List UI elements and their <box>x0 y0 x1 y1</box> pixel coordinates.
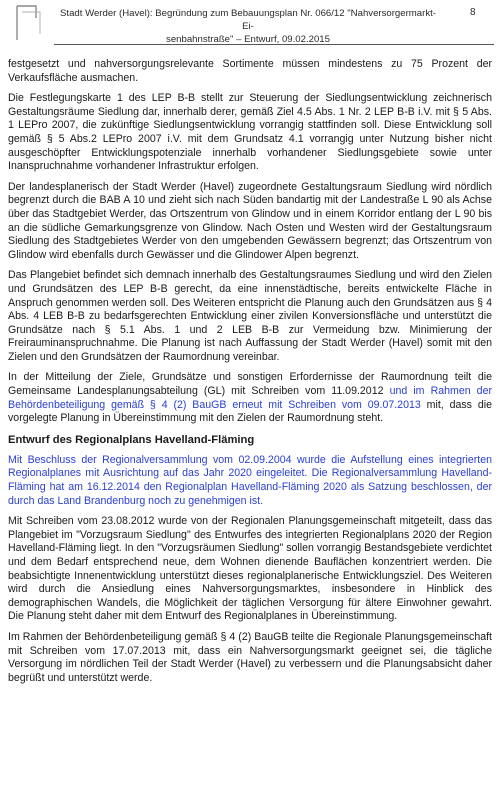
paragraph-3: Der landesplanerisch der Stadt Werder (Havel) zugeordnete Gestaltungsraum Siedlung wird nördlich begrenzt durch die BAB A 10 und zieht sich nach Süden bandartig mit der Landestraße L 90 als Achse über das Stadtgebiet Werder, das Ortszentrum von Glindow und in einem Korridor entlang der L 90 bis an die südliche Gemarkungsgrenze von Glindow. Nach Osten und Westen wird der Gestaltungsraum Siedlung des Stadtgebietes Werder von den umgebenden Gewässern begrenzt; das Ortszentrum von Glindow wird ebenfalls durch Gewässer und die Glindower Alpen begrenzt. <box>8 180 492 261</box>
paragraph-6-amendment: Mit Beschluss der Regionalversammlung vom 02.09.2004 wurde die Aufstellung eines integrierten Regionalplanes mit Ausrichtung auf das Jahr 2020 eingeleitet. Die Regionalversammlung Havelland-Fläming hat am 16.12.2014 den Regionalplan Havelland-Fläming 2020 als Satzung beschlossen, der durch das Land Brandenburg noch zu genehmigen ist. <box>8 453 492 507</box>
header-divider <box>54 44 494 45</box>
header-title <box>58 7 438 46</box>
page-header <box>0 0 500 46</box>
header-title-line1: Stadt Werder (Havel): Begründung zum Bebauungsplan Nr. 066/12 "Nahversorgermarkt- Ei- <box>60 8 436 32</box>
paragraph-5 <box>8 371 492 425</box>
paragraph-5-part-a: In der Mitteilung der Ziele, Grundsätze und sonstigen Erfordernisse der Raumordnung teilt die Gemeinsame Landesplanungsabteilung (GL) mit Schreiben vom 11.09.2012 <box>8 371 492 398</box>
paragraph-5-part-c: mit, dass die vorgelegte Planung in Übereinstimmung mit den Zielen der Raumordnung steht. <box>8 398 492 425</box>
paragraph-1: festgesetzt und nahversorgungsrelevante Sortimente müssen mindestens zu 75 Prozent der Verkaufsfläche ausmachen. <box>8 58 492 84</box>
paragraph-5-amendment: und im Rahmen der Behördenbeteiligung gemäß § 4 (2) BauGB erneut mit Schreiben vom 09.07.2013 <box>8 385 492 411</box>
paragraph-8: Im Rahmen der Behördenbeteiligung gemäß § 4 (2) BauGB teilte die Regionale Planungsgemeinschaft mit Schreiben vom 17.07.2013 mit, dass ein Nahversorgungsmarkt geeignet sei, die tägliche Versorgung im nördlichen Teil der Stadt Werder (Havel) zu verbessern und die Planungsabsicht daher begrüßt und unterstützt werde. <box>8 630 492 684</box>
page-number: 8 <box>470 7 476 18</box>
paragraph-7: Mit Schreiben vom 23.08.2012 wurde von der Regionalen Planungsgemeinschaft mitgeteilt, dass das Plangebiet im "Vorzugsraum Siedlung" des Entwurfes des integrierten Regionalplans 2020 der Region Havelland-Fläming liegt. In den "Vorzugsräumen Siedlung" sollen vorrangig Bestandsgebiete verdichtet und dem Bedarf entsprechend neue, dem Wohnen dienende Bauflächen konzentriert werden. Die beabsichtigte Innenentwicklung unterstützt dieses regionalplanerische Entwicklungsziel. Des Weiteren wird durch die Ansiedlung eines Nahversorgungsmarktes, insbesondere in Hinblick des demographischen Wandels, die Möglichkeit der täglichen Versorgung für ältere Einwohner gewahrt. Die Planung steht daher mit dem Entwurf des Regionalplanes in Übereinstimmung. <box>8 515 492 623</box>
paragraph-4: Das Plangebiet befindet sich demnach innerhalb des Gestaltungsraumes Siedlung und wird den Zielen und Grundsätzen des LEP B-B gerecht, da eine innenstädtische, bereits entwickelte Fläche in Anspruch genommen werden soll. Des Weiteren entspricht die Planung auch den Grundsätzen aus § 4 Abs. 4 LEB B-B zu bedarfsgerechten Entwicklung einer zivilen Konversionsfläche und unterstützt die Grundsätze nach § 5.1 Abs. 1 und 2 LEB B-B zur Vermeidung bzw. Minimierung der Freirauminanspruchnahme. Die Planung ist nach Auffassung der Stadt Werder (Havel) somit mit den Zielen und den Grundsätzen der Raumordnung vereinbar. <box>8 269 492 363</box>
document-logo-icon <box>14 4 42 42</box>
section-heading-regionalplan: Entwurf des Regionalplans Havelland-Fläming <box>8 433 255 446</box>
document-body <box>8 58 492 692</box>
paragraph-2: Die Festlegungskarte 1 des LEP B-B stellt zur Steuerung der Siedlungsentwicklung zeichnerisch Gestaltungsräume Siedlung dar, innerhalb derer, gemäß Ziel 4.5 Abs. 1 Nr. 2 LEP B-B i.V. mit § 5 Abs. 1 LEPro 2007, die zukünftige Siedlungsentwicklung vorrangig stattfinden soll. Diese Entwicklung soll gemäß § 5 Abs.2 LEPro 2007 i.V. mit dem Grundsatz 4.1 vorrangig unter Nutzung bisher nicht ausgeschöpfter Entwicklungspotenziale innerhalb vorhandener Siedlungsgebiete sowie unter Inanspruchnahme vorhandener Infrastruktur erfolgen. <box>8 92 492 173</box>
header-title-line2: senbahnstraße" – Entwurf, 09.02.2015 <box>166 34 330 45</box>
